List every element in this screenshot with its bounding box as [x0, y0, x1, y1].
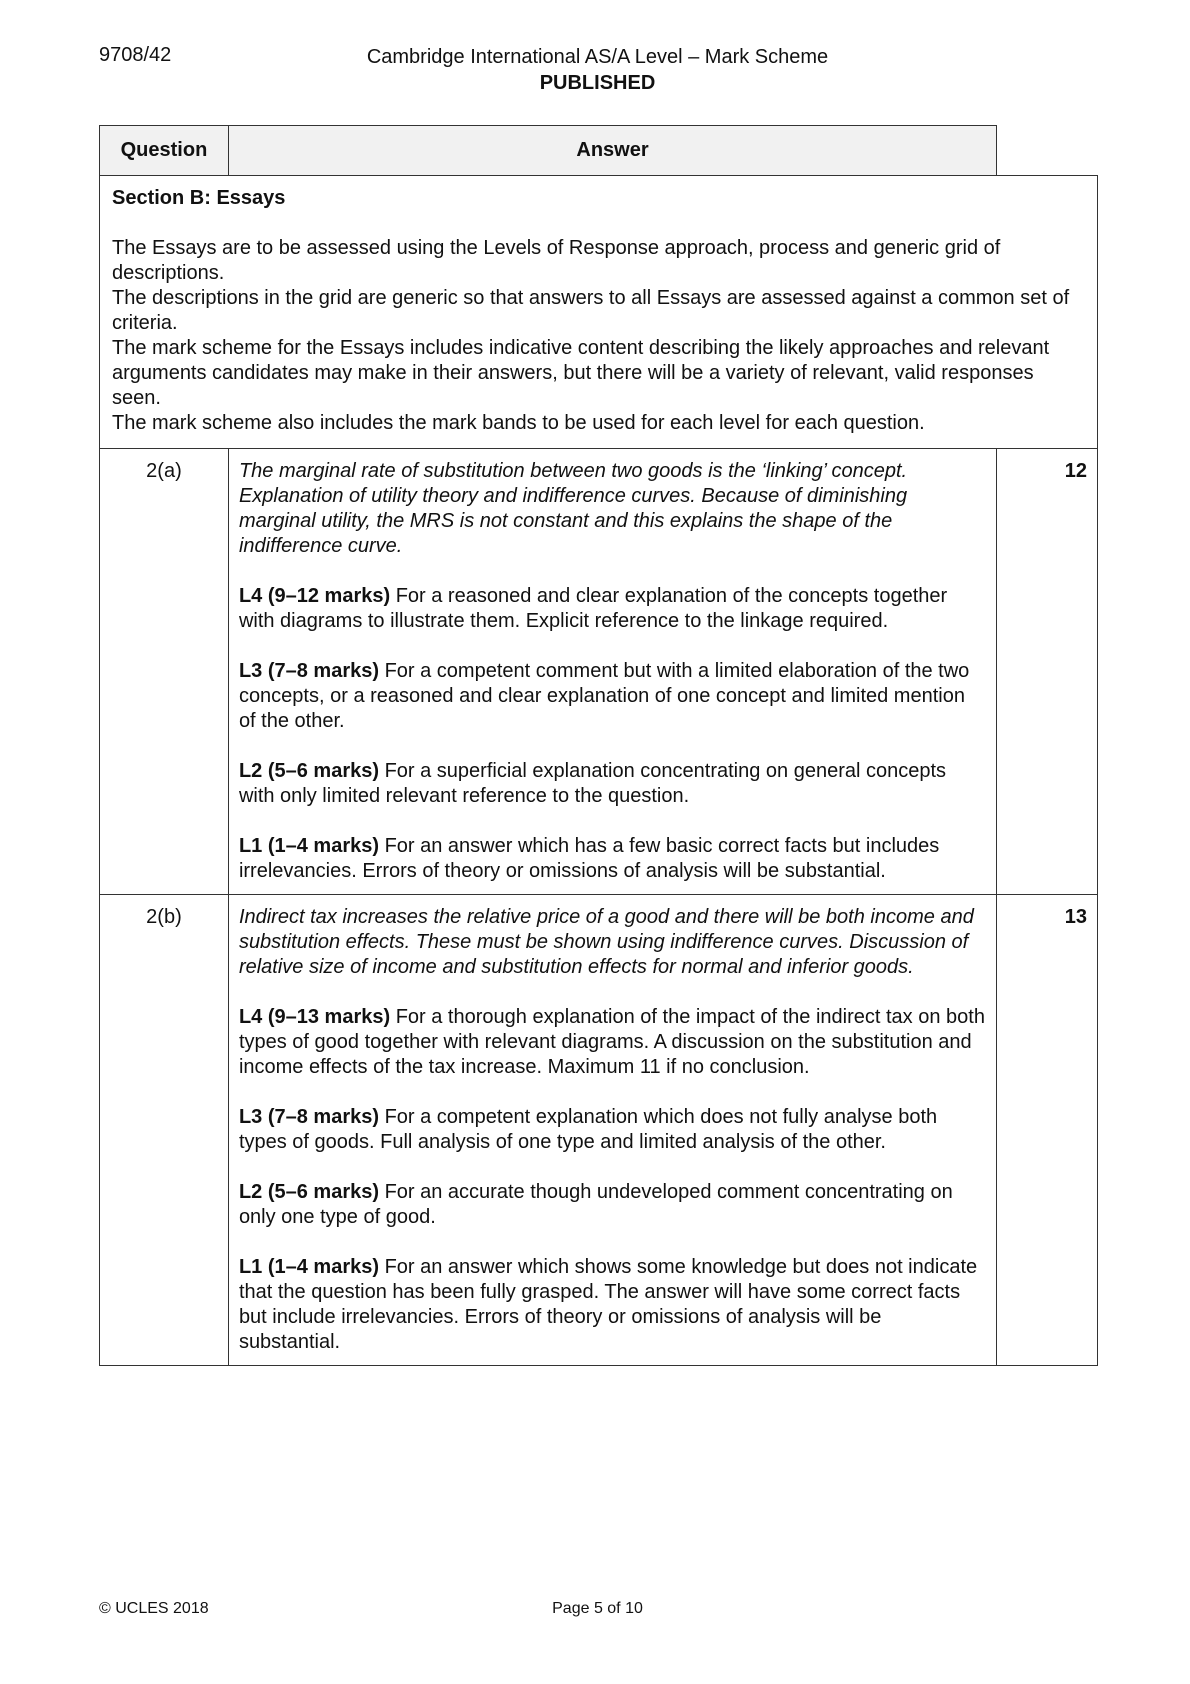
section-intro-row — [100, 176, 1098, 449]
level-label: L3 (7–8 marks) — [238, 1106, 380, 1128]
marks-value: 12 — [997, 449, 1098, 895]
indicative-content: The marginal rate of substitution between two goods is the ‘linking’ concept. Explanation of utility theory and indifference curves. Because of diminishing marginal utility, the MRS is not constant and this explains the shape of the indifference curve. — [238, 460, 908, 557]
intro-line: The mark scheme for the Essays includes indicative content describing the likely approaches and relevant arguments candidates may make in their answers, but there will be a variety of relevant, valid responses seen. — [112, 337, 1050, 409]
level-label: L1 (1–4 marks) — [238, 1256, 380, 1278]
level-text: For a competent comment but with a limited elaboration of the two concepts, or a reasoned and clear explanation of one concept and limited mention of the other. — [238, 660, 970, 732]
level-text: For an answer which shows some knowledge but does not indicate that the question has been fully grasped. The answer will have some correct facts but include irrelevancies. Errors of theory or omissions of analysis will be substantial. — [238, 1256, 978, 1353]
document-header — [250, 44, 945, 96]
level-descriptor — [239, 759, 986, 809]
answer-cell — [228, 895, 996, 1366]
column-header-answer: Answer — [228, 126, 996, 176]
level-text: For an accurate though undeveloped comment concentrating on only one type of good. — [238, 1181, 953, 1228]
table-header-row — [100, 126, 1098, 176]
level-text: For a thorough explanation of the impact of the indirect tax on both types of good together with relevant diagrams. A discussion on the substitution and income effects of the tax increase. Maximum 11 if no conclusion. — [238, 1006, 985, 1078]
level-text: For an answer which has a few basic correct facts but includes irrelevancies. Errors of theory or omissions of analysis will be substantial. — [238, 835, 940, 882]
level-descriptor — [239, 1180, 986, 1230]
level-label: L2 (5–6 marks) — [238, 760, 380, 782]
section-intro-cell — [100, 176, 1098, 449]
marks-value: 13 — [997, 895, 1098, 1366]
intro-line: The descriptions in the grid are generic so that answers to all Essays are assessed against a common set of criteria. — [112, 287, 1070, 334]
mark-scheme-table — [99, 125, 1098, 1366]
level-descriptor — [239, 1005, 986, 1080]
answer-cell — [228, 449, 996, 895]
level-descriptor — [239, 1105, 986, 1155]
level-label: L4 (9–13 marks) — [238, 1006, 391, 1028]
column-header-marks — [997, 126, 1098, 176]
section-title: Section B: Essays — [112, 187, 286, 209]
table-row — [100, 449, 1098, 895]
level-label: L2 (5–6 marks) — [238, 1181, 380, 1203]
paper-code: 9708/42 — [99, 44, 172, 66]
level-descriptor — [239, 1255, 986, 1355]
level-label: L4 (9–12 marks) — [238, 585, 391, 607]
level-descriptor — [239, 584, 986, 634]
page-number: Page 5 of 10 — [552, 1600, 643, 1617]
intro-line: The mark scheme also includes the mark bands to be used for each level for each question. — [112, 412, 925, 434]
table-row — [100, 895, 1098, 1366]
level-descriptor — [239, 659, 986, 734]
published-label: PUBLISHED — [539, 72, 656, 94]
level-label: L3 (7–8 marks) — [238, 660, 380, 682]
document-title: Cambridge International AS/A Level – Mark Scheme — [366, 46, 829, 68]
level-label: L1 (1–4 marks) — [238, 835, 380, 857]
level-text: For a competent explanation which does not fully analyse both types of goods. Full analysis of one type and limited analysis of the other. — [238, 1106, 938, 1153]
question-number: 2(b) — [100, 895, 229, 1366]
column-header-question: Question — [100, 126, 229, 176]
level-descriptor — [239, 834, 986, 884]
intro-line: The Essays are to be assessed using the Levels of Response approach, process and generic grid of descriptions. — [112, 237, 1001, 284]
level-text: For a reasoned and clear explanation of the concepts together with diagrams to illustrate them. Explicit reference to the linkage required. — [238, 585, 948, 632]
copyright-notice: © UCLES 2018 — [99, 1600, 209, 1617]
question-number: 2(a) — [100, 449, 229, 895]
level-text: For a superficial explanation concentrating on general concepts with only limited relevant reference to the question. — [238, 760, 947, 807]
indicative-content: Indirect tax increases the relative price of a good and there will be both income and substitution effects. These must be shown using indifference curves. Discussion of relative size of income and substitution effects for normal and inferior goods. — [238, 906, 974, 978]
